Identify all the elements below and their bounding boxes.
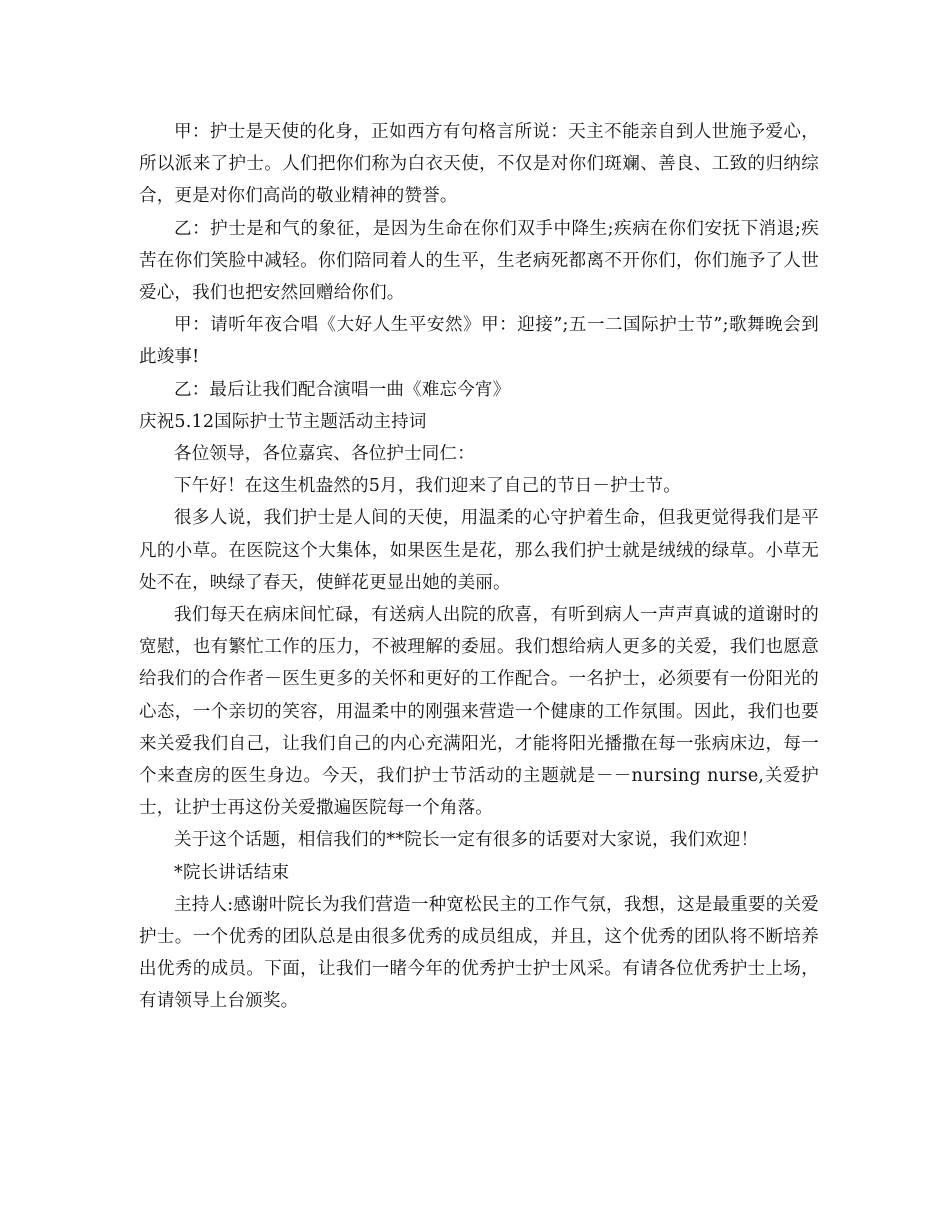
paragraph-yi-nurse-peace: 乙：护士是和气的象征，是因为生命在你们双手中降生;疾病在你们安抚下消退;疾苦在你们笑脸中减轻。你们陪同着人的生平，生老病死都离不开你们，你们施予了人世爱心，我们也把安然回赠给你们。 [139, 218, 819, 304]
paragraph-jia-nurse-angel: 甲：护士是天使的化身，正如西方有句格言所说：天主不能亲自到人世施予爱心，所以派来了护士。人们把你们称为白衣天使，不仅是对你们斑斓、善良、工致的归纳综合，更是对你们高尚的敬业精神的赞誉。 [139, 122, 819, 207]
paragraph-welcome-dean: 关于这个话题，相信我们的**院长一定有很多的话要对大家说，我们欢迎！ [174, 830, 759, 851]
document-body [139, 116, 819, 1018]
paragraph-daily-work: 我们每天在病床间忙碌，有送病人出院的欣喜，有听到病人一声声真诚的道谢时的宽慰，也有繁忙工作的压力，不被理解的委屈。我们想给病人更多的关爱，我们也愿意给我们的合作者－医生更多的关怀和更好的工作配合。一名护士，必须要有一份阳光的心态，一个亲切的笑容，用温柔中的刚强来营造一个健康的工作氛围。因此，我们也要来关爱我们自己，让我们自己的内心充满阳光，才能将阳光播撒在每一张病床边，每一个来查房的医生身边。今天，我们护士节活动的主题就是－－nursing nurse,关爱护士，让护士再这份关爱撒遍医院每一个角落。 [139, 605, 819, 819]
paragraph-yi-closing-song: 乙：最后让我们配合演唱一曲《难忘今宵》 [174, 379, 511, 400]
paragraph-jia-chorus: 甲：请听年夜合唱《大好人生平安然》甲：迎接”;五一二国际护士节”;歌舞晚会到此竣事! [139, 315, 819, 368]
paragraph-little-grass: 很多人说，我们护士是人间的天使，用温柔的心守护着生命，但我更觉得我们是平凡的小草。在医院这个大集体，如果医生是花，那么我们护士就是绒绒的绿草。小草无处不在，映绿了春天，使鲜花更显出她的美丽。 [139, 508, 819, 593]
paragraph-greeting: 各位领导，各位嘉宾、各位护士同仁： [174, 444, 475, 465]
paragraph-good-afternoon: 下午好！在这生机盎然的5月，我们迎来了自己的节日－护士节。 [174, 476, 681, 497]
section-title: 庆祝5.12国际护士节主题活动主持词 [139, 411, 427, 432]
paragraph-speech-end: *院长讲话结束 [174, 862, 290, 883]
paragraph-host-thanks: 主持人:感谢叶院长为我们营造一种宽松民主的工作气氛，我想，这是最重要的关爱护士。一个优秀的团队总是由很多优秀的成员组成，并且，这个优秀的团队将不断培养出优秀的成员。下面，让我们一睹今年的优秀护士护士风采。有请各位优秀护士上场，有请领导上台颁奖。 [139, 894, 819, 1012]
